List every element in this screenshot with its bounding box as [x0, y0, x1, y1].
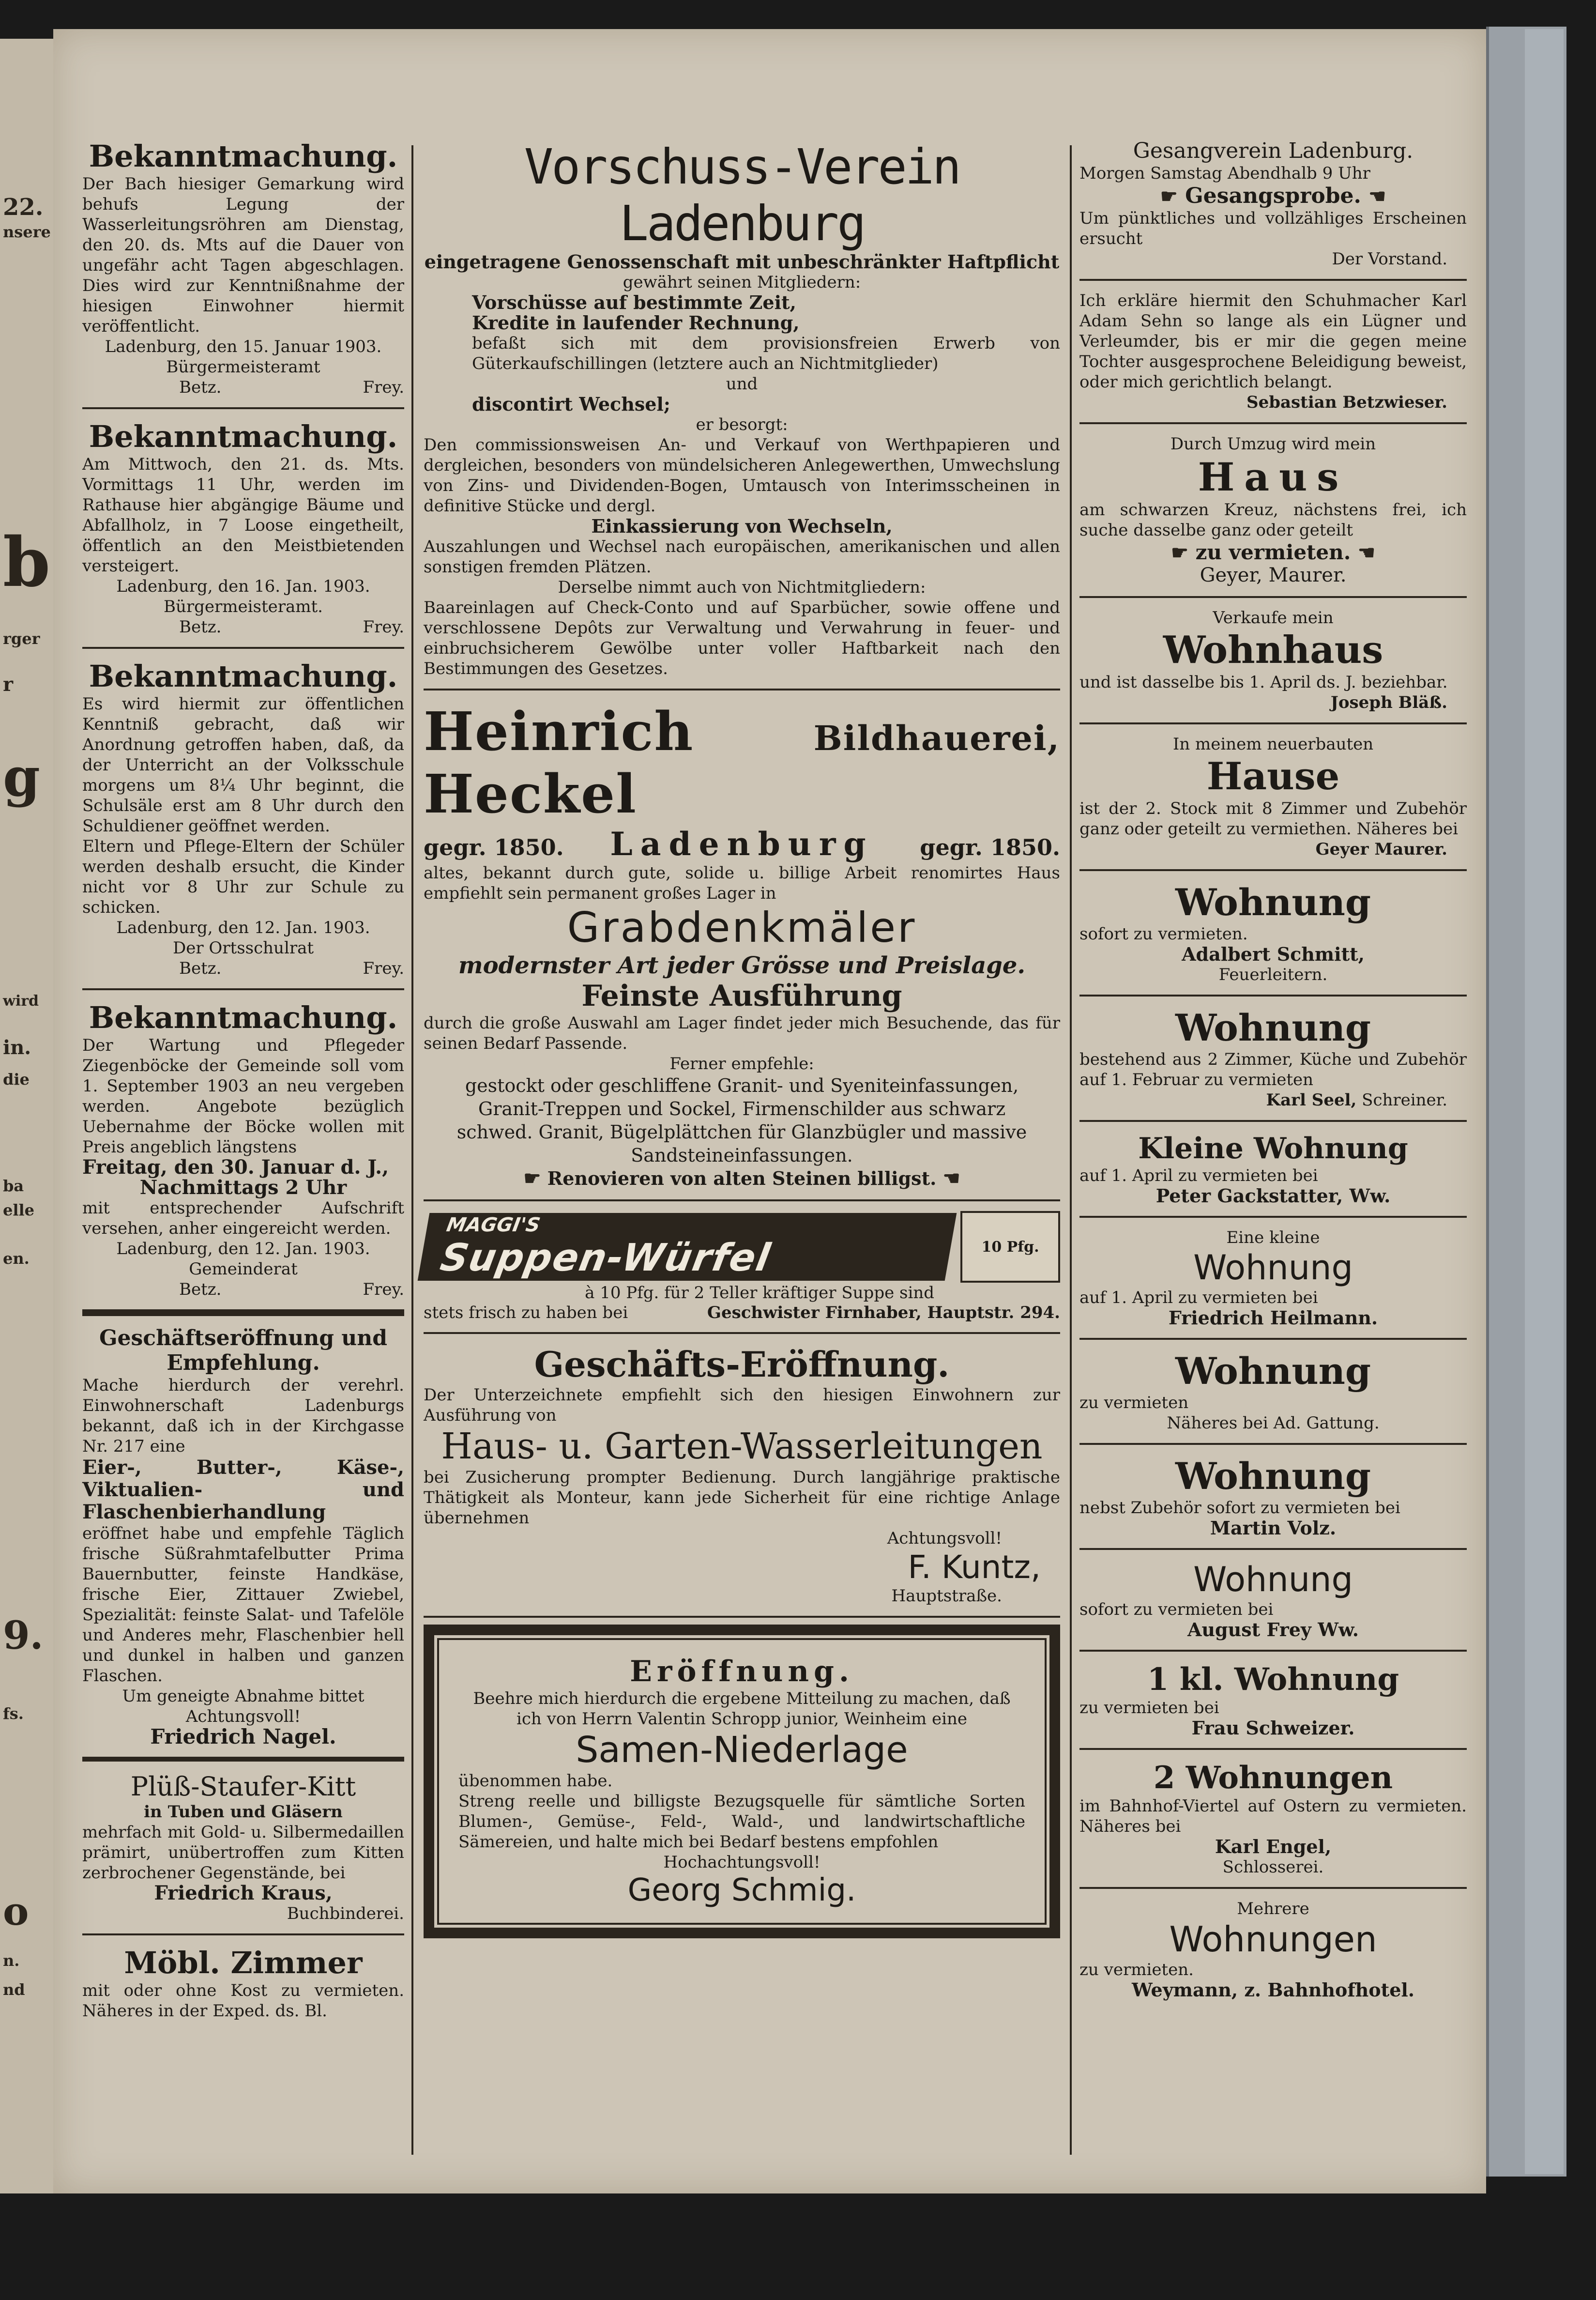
notice-body: Am Mittwoch, den 21. ds. Mts. Vormittags 11 Uhr, werden im Rathause hier abgängige Bäume und Abfallholz, in 7 Loose eingetheilt, öffentlich an den Meistbietenden versteigert. — [82, 455, 404, 576]
ad-name: Georg Schmig. — [627, 1872, 856, 1908]
ad-title: 1 kl. Wohnung — [1147, 1661, 1399, 1698]
ad-title: Wohnung — [1193, 1560, 1353, 1599]
ad-bank — [424, 136, 1060, 682]
ad-role: Schreiner. — [1362, 1090, 1447, 1110]
ad-body: Um pünktliches und vollzähliges Erscheinen ersucht — [1079, 209, 1467, 248]
ad-name: August Frey Ww. — [1187, 1619, 1359, 1641]
ad-when: Morgen Samstag Abendhalb 9 Uhr — [1079, 164, 1370, 183]
notice-body: Es wird hiermit zur öffentlichen Kenntniß gebracht, daß wir Anordnung getroffen haben, daß, da der Unterricht an der Volksschule morgens um 8¼ Uhr beginnt, die Schulsäle erst am 8 Uhr durch den Schuldiener geöffnet werden. — [82, 694, 404, 836]
ad-apartment — [1079, 1225, 1467, 1331]
ad-closing: Um geneigte Abnahme bittet — [122, 1687, 365, 1706]
ad-goods: Eier-, Butter-, Käse-, Viktualien- und Flaschenbierhandlung — [82, 1456, 404, 1523]
notice-signatures — [82, 377, 404, 398]
ad-text: Den commissionsweisen An- und Verkauf von Werthpapieren und dergleichen, besonders von mündelsicheren Anlegewerthen, Umwechslung von Zins- und Dividenden-Bogen, Umtausch von Interimsscheinen in definitive Stücke und dergl. — [424, 435, 1060, 516]
fragment-text: rger — [3, 629, 40, 648]
divider — [1079, 1650, 1467, 1652]
ad-apartment — [1079, 1658, 1467, 1741]
ad-title-row — [424, 700, 1060, 825]
signature: Betz. — [179, 959, 222, 978]
divider — [1079, 1120, 1467, 1122]
city: Ladenburg — [610, 825, 874, 863]
notice-place: Ladenburg, den 12. Jan. 1903. — [116, 1239, 370, 1258]
divider — [1079, 1548, 1467, 1550]
divider — [82, 1933, 404, 1935]
ad-kitt — [82, 1768, 404, 1927]
ad-role: Feuerleitern. — [1218, 965, 1328, 984]
ad-body: Mache hierdurch der verehrl. Einwohnerschaft Ladenburgs bekannt, daß ich in der Kirchgasse Nr. 217 eine — [82, 1376, 404, 1456]
ad-text: übenommen habe. — [458, 1771, 613, 1791]
ad-text: discontirt Wechsel; — [472, 393, 670, 415]
maggi-row — [424, 1211, 1060, 1283]
divider — [424, 689, 1060, 690]
ad-plumber — [424, 1341, 1060, 1609]
signature: Frey. — [363, 617, 404, 637]
ad-text: er besorgt: — [696, 415, 788, 434]
ad-sculptor — [424, 697, 1060, 1193]
signature: Betz. — [179, 617, 222, 637]
ad-seller-row — [424, 1303, 1060, 1322]
cube-label: 10 Pfg. — [981, 1238, 1039, 1256]
founded: gegr. 1850. — [424, 834, 564, 860]
pointing-hand-icon: ☚ — [1357, 541, 1375, 564]
notice-place: Ladenburg, den 16. Jan. 1903. — [116, 577, 370, 596]
ad-text: Vorschüsse auf bestimmte Zeit, — [472, 291, 796, 313]
ad-apartment — [1079, 1452, 1467, 1541]
fragment-text: fs. — [3, 1704, 24, 1723]
fragment-text: o — [3, 1888, 29, 1934]
ad-title: Geschäftseröffnung und — [99, 1326, 388, 1350]
ad-pre: Durch Umzug wird mein — [1170, 434, 1376, 454]
divider — [82, 988, 404, 990]
ad-name: F. Kuntz, — [908, 1549, 1041, 1586]
ad-body: nebst Zubehör sofort zu vermieten bei — [1079, 1498, 1400, 1518]
ad-name: Peter Gackstatter, Ww. — [1155, 1185, 1391, 1207]
notice-time: Nachmittags 2 Uhr — [139, 1176, 347, 1199]
ad-shop-opening — [82, 1323, 404, 1750]
signature: Betz. — [179, 1280, 222, 1299]
signature: Frey. — [363, 959, 404, 978]
divider — [1079, 422, 1467, 424]
divider — [1079, 1443, 1467, 1445]
ad-apartment — [1079, 1557, 1467, 1643]
ad-title: Bildhauerei, — [813, 718, 1060, 758]
ad-name: Adalbert Schmitt, — [1182, 943, 1365, 965]
ad-title: Empfehlung. — [167, 1350, 320, 1375]
ad-name: Weymann, z. Bahnhofhotel. — [1131, 1979, 1415, 2001]
column-rule — [1070, 145, 1072, 2155]
ad-name: Martin Volz. — [1210, 1517, 1337, 1539]
fragment-text: r — [3, 673, 14, 696]
ad-what — [1079, 184, 1467, 208]
notice-body: Eltern und Pflege-Eltern der Schüler werden deshalb ersucht, die Kinder nicht vor 8 Uhr zur Schule zu schicken. — [82, 837, 404, 917]
ad-body: im Bahnhof-Viertel auf Ostern zu vermieten. Näheres bei — [1079, 1796, 1467, 1836]
notice-goats — [82, 997, 404, 1303]
ad-body: ist der 2. Stock mit 8 Zimmer und Zubehör ganz oder geteilt zu vermiethen. Näheres bei — [1079, 799, 1467, 839]
ad-name: Geyer Maurer. — [1315, 840, 1447, 859]
fragment-text: b — [3, 523, 50, 602]
ad-seeds-frame — [424, 1625, 1060, 1938]
ad-title: Geschäfts-Eröffnung. — [534, 1344, 950, 1385]
ad-title: Wohnung — [1175, 1349, 1371, 1393]
ad-room — [82, 1942, 404, 2024]
notice-title: Bekanntmachung. — [89, 138, 398, 174]
ad-pre: Mehrere — [1237, 1899, 1309, 1918]
ad-title: Wohnungen — [1169, 1919, 1377, 1960]
ad-body: auf 1. April zu vermieten bei — [1079, 1288, 1318, 1307]
notice-deadline: Freitag, den 30. Januar d. J., — [82, 1156, 389, 1179]
ad-title: Wohnung — [1175, 881, 1371, 924]
divider — [1079, 279, 1467, 281]
ad-style: modernster Art jeder Grösse und Preislage. — [458, 952, 1026, 979]
notice-place: Ladenburg, den 12. Jan. 1903. — [116, 918, 370, 937]
ad-body: mit oder ohne Kost zu vermieten. Näheres in der Exped. ds. Bl. — [82, 1981, 404, 2021]
fragment-text: 9. — [3, 1612, 44, 1658]
notice-title: Bekanntmachung. — [89, 1000, 398, 1035]
divider — [424, 1199, 1060, 1201]
fragment-text: en. — [3, 1249, 30, 1268]
ad-product: Grabdenkmäler — [567, 904, 917, 952]
previous-page-strip — [0, 39, 55, 2193]
newspaper-page — [53, 29, 1486, 2193]
maggi-brand: MAGGI'S — [444, 1214, 542, 1236]
maggi-product: Suppen-Würfel — [437, 1236, 775, 1280]
book-edge-inner — [1525, 29, 1564, 2174]
ad-finest: Feinste Ausführung — [581, 979, 902, 1013]
ad-body: gestockt oder geschliffene Granit- und Syeniteinfassungen, Granit-Treppen und Sockel, Firmenschilder aus schwarz schwed. Granit, Bügelplättchen für Glanzbügler und massive Sandsteineinfassungen. — [456, 1075, 1027, 1166]
ad-body: Ich erkläre hiermit den Schuhmacher Karl Adam Sehn so lange als ein Lügner und Verleumder, bis er mir die gegen meine Tochter ausgesprochene Beleidigung beweist, oder mich gerichtlich belangt. — [1079, 291, 1467, 392]
ad-name: Friedrich Nagel. — [150, 1725, 336, 1748]
maggi-logo — [418, 1213, 957, 1281]
ad-body: bestehend aus 2 Zimmer, Küche und Zubehör auf 1. Februar zu vermieten — [1079, 1050, 1467, 1089]
column-rule — [411, 145, 413, 2155]
fragment-text: die — [3, 1070, 30, 1089]
ad-pre: Verkaufe mein — [1213, 608, 1334, 628]
pointing-hand-icon: ☛ — [1160, 185, 1178, 208]
ad-apartment — [1079, 1129, 1467, 1209]
ad-text: Ferner empfehle: — [669, 1054, 814, 1073]
pointing-hand-icon: ☛ — [1171, 541, 1189, 564]
ad-role: Buchbinderei. — [287, 1904, 404, 1923]
ad-title: Wohnhaus — [1163, 628, 1383, 672]
ad-subtitle-row — [424, 825, 1060, 863]
ad-declaration — [1079, 288, 1467, 415]
notice-signatures — [82, 958, 404, 979]
ad-name: Frau Schweizer. — [1191, 1717, 1355, 1739]
divider — [82, 1309, 404, 1316]
signature: Frey. — [363, 378, 404, 397]
notice-office: Gemeinderat — [189, 1259, 298, 1279]
ad-renovation — [424, 1167, 1060, 1190]
ad-title: Haus — [1198, 454, 1349, 500]
ad-text: Auszahlungen und Wechsel nach europäischen, amerikanischen und allen sonstigen fremden Plätzen. — [424, 537, 1060, 577]
pointing-hand-icon: ☚ — [942, 1167, 960, 1190]
signature: Betz. — [179, 378, 222, 397]
divider — [1079, 869, 1467, 871]
ad-text: und — [726, 374, 758, 394]
ad-name: Sebastian Betzwieser. — [1246, 393, 1447, 412]
divider — [1079, 1338, 1467, 1340]
fragment-text: elle — [3, 1201, 35, 1219]
notice-bach — [82, 136, 404, 400]
divider — [1079, 596, 1467, 598]
fragment-text: in. — [3, 1036, 31, 1059]
signature: Frey. — [363, 1280, 404, 1299]
ad-name: Friedrich Kraus, — [154, 1882, 333, 1904]
ad-name: Karl Seel, — [1266, 1090, 1357, 1110]
ad-role: Schlosserei. — [1222, 1857, 1324, 1877]
ad-apartment — [1079, 1003, 1467, 1113]
divider — [424, 1616, 1060, 1618]
ad-title: Hause — [1206, 754, 1340, 798]
ad-title: Plüß-Staufer-Kitt — [130, 1771, 356, 1802]
ad-price: à 10 Pfg. für 2 Teller kräftiger Suppe sind — [585, 1283, 934, 1303]
ad-title: Wohnung — [1175, 1455, 1371, 1498]
ad-text: befaßt sich mit dem provisionsfreien Erwerb von Güterkaufschillingen (letztere auch an Nichtmitglieder) — [472, 334, 1060, 373]
notice-body: mit entsprechender Aufschrift versehen, anher eingereicht werden. — [82, 1198, 404, 1238]
ad-name: Karl Engel, — [1215, 1836, 1332, 1857]
ad-text: gewährt seinen Mitgliedern: — [623, 273, 861, 292]
ad-rent — [1079, 540, 1467, 564]
ad-name: Joseph Bläß. — [1330, 693, 1447, 712]
column-middle — [424, 136, 1060, 2300]
ad-apartment — [1079, 1757, 1467, 1880]
ad-body: altes, bekannt durch gute, solide u. billige Arbeit renomirtes Haus empfiehlt sein permanent großes Lager in — [424, 863, 1060, 903]
notice-title: Bekanntmachung. — [89, 419, 398, 454]
notice-signatures — [82, 617, 404, 637]
ad-title: 2 Wohnungen — [1153, 1760, 1393, 1796]
divider — [1079, 1887, 1467, 1889]
ad-address: Hauptstraße. — [891, 1586, 1002, 1606]
fragment-text: ba — [3, 1177, 24, 1195]
fragment-text: nsere — [3, 223, 51, 241]
notice-signatures — [82, 1279, 404, 1300]
divider — [424, 1332, 1060, 1334]
fragment-text: wird — [3, 993, 39, 1010]
ad-house-rent — [1079, 431, 1467, 589]
ad-renovation-text: Renovieren von alten Steinen billigst. — [547, 1167, 937, 1189]
ad-name: Näheres bei Ad. Gattung. — [1167, 1413, 1380, 1433]
ad-respect: Achtungsvoll! — [185, 1707, 301, 1726]
ad-sub: in Tuben und Gläsern — [144, 1802, 343, 1822]
ad-seller: Geschwister Firnhaber, Hauptstr. 294. — [707, 1303, 1060, 1322]
ad-body: mehrfach mit Gold- u. Silbermedaillen prämirt, unübertroffen zum Kitten zerbrochener Gegenstände, bei — [82, 1823, 404, 1883]
column-right — [1079, 136, 1467, 2300]
ad-text: Kredite in laufender Rechnung, — [472, 312, 800, 334]
notice-body: Der Wartung und Pflegeder Ziegenböcke der Gemeinde soll vom 1. September 1903 an neu vergeben werden. Angebote bezüglich Uebernahme der Böcke wollen mit Preis angeblich längstens — [82, 1036, 404, 1157]
divider — [1079, 1216, 1467, 1218]
ad-title: Vorschuss-Verein Ladenburg — [524, 138, 960, 252]
ad-body: auf 1. April zu vermieten bei — [1079, 1166, 1318, 1185]
ad-maggi — [424, 1208, 1060, 1325]
notice-office: Bürgermeisteramt. — [164, 597, 323, 616]
founded: gegr. 1850. — [920, 834, 1060, 860]
ad-house-sale — [1079, 605, 1467, 716]
ad-body: Der Unterzeichnete empfiehlt sich den hiesigen Einwohnern zur Ausführung von — [424, 1385, 1060, 1425]
ad-where: stets frisch zu haben bei — [424, 1303, 628, 1322]
ad-title: Wohnung — [1193, 1248, 1353, 1288]
fragment-text: nd — [3, 1980, 25, 1999]
divider — [1079, 722, 1467, 724]
ad-respect: Achtungsvoll! — [887, 1529, 1002, 1548]
notice-body: Der Bach hiesiger Gemarkung wird behufs Legung der Wasserleitungsröhren am Dienstag, den 20. ds. Mts auf die Dauer von ungefähr acht Tagen abgeschlagen. Dies wird zur Kenntnißnahme der hiesigen Einwohner hiermit veröffentlicht. — [82, 174, 404, 336]
ad-body: eröffnet habe und empfehle Täglich frische Süßrahmtafelbutter Prima Bauernbutter, feinste Handkäse, frische Eier, Zittauer Zwiebel, Spezialität: feinste Salat- und Tafelöle und Anderes mehr, Flaschenbier hell und dunkel in halben und ganzen Flaschen. — [82, 1524, 404, 1686]
ad-respect: Hochachtungsvoll! — [663, 1853, 821, 1872]
ad-body: und ist dasselbe bis 1. April ds. J. beziehbar. — [1079, 673, 1448, 692]
notice-office: Der Ortsschulrat — [172, 938, 314, 958]
notice-school — [82, 656, 404, 981]
ad-pre: Eine kleine — [1226, 1228, 1320, 1247]
ad-sub: eingetragene Genossenschaft mit unbeschränkter Haftpflicht — [424, 251, 1060, 273]
ad-title: Gesangverein Ladenburg. — [1133, 138, 1414, 163]
ad-sig: Der Vorstand. — [1332, 249, 1447, 269]
notice-title: Bekanntmachung. — [89, 659, 398, 694]
fragment-text: 22. — [3, 194, 44, 221]
notice-office: Bürgermeisteramt — [166, 357, 320, 377]
ad-title: Wohnung — [1175, 1006, 1371, 1049]
ad-product: Samen-Niederlage — [576, 1729, 908, 1771]
ad-body: zu vermieten — [1079, 1393, 1189, 1412]
ad-name-row — [1079, 1090, 1467, 1110]
fragment-text: g — [3, 746, 40, 808]
ad-name: Friedrich Heilmann. — [1168, 1307, 1378, 1329]
ad-title: Heinrich Heckel — [424, 700, 694, 825]
ad-body: sofort zu vermieten bei — [1079, 1600, 1274, 1619]
ad-body: am schwarzen Kreuz, nächstens frei, ich suche dasselbe ganz oder geteilt — [1079, 500, 1467, 540]
divider — [82, 1757, 404, 1762]
ad-what-text: Gesangsprobe. — [1185, 184, 1361, 208]
notice-place: Ladenburg, den 15. Januar 1903. — [105, 337, 382, 356]
divider — [82, 407, 404, 409]
divider — [82, 647, 404, 649]
ad-name: Geyer, Maurer. — [1200, 564, 1347, 586]
divider — [1079, 1748, 1467, 1750]
ad-pre: In meinem neuerbauten — [1172, 735, 1374, 754]
ad-title: Kleine Wohnung — [1138, 1132, 1408, 1165]
ad-body: zu vermieten. — [1079, 1960, 1194, 1979]
pointing-hand-icon: ☛ — [523, 1167, 541, 1190]
ad-rent-text: zu vermieten. — [1195, 540, 1351, 564]
ad-apartment — [1079, 878, 1467, 988]
pointing-hand-icon: ☚ — [1368, 185, 1386, 208]
ad-title: Eröffnung. — [630, 1655, 854, 1688]
column-left — [82, 136, 404, 2300]
ad-text: Einkassierung von Wechseln, — [591, 515, 893, 537]
ad-body: Streng reelle und billigste Bezugsquelle für sämtliche Sorten Blumen-, Gemüse-, Feld-, Wald-, und landwirtschaftliche Sämereien, und halte mich bei Bedarf bestens empfohlen — [458, 1792, 1025, 1852]
ad-text: Baareinlagen auf Check-Conto und auf Sparbücher, sowie offene und verschlossene Depôts zur Verwaltung und Verwahrung in feuer- und einbruchsicherem Gewölbe unter voller Haftbarkeit nach den Bestimmungen des Gesetzes. — [424, 598, 1060, 678]
ad-title: Möbl. Zimmer — [124, 1945, 363, 1980]
ad-new-house — [1079, 731, 1467, 862]
fragment-text: n. — [3, 1951, 20, 1970]
ad-body: sofort zu vermieten. — [1079, 924, 1248, 944]
ad-text: Derselbe nimmt auch von Nichtmitgliedern: — [558, 578, 926, 597]
bouillon-cube-icon — [960, 1211, 1060, 1283]
ad-body: durch die große Auswahl am Lager findet jeder mich Besuchende, das für seinen Bedarf Passende. — [424, 1013, 1060, 1053]
ad-body: bei Zusicherung prompter Bedienung. Durch langjährige praktische Thätigkeit als Monteur, kann jede Sicherheit für eine richtige Anlage übernehmen — [424, 1468, 1060, 1528]
ad-body: Beehre mich hierdurch die ergebene Mitteilung zu machen, daß ich von Herrn Valentin Schropp junior, Weinheim eine — [473, 1689, 1011, 1729]
ad-body: zu vermieten bei — [1079, 1698, 1219, 1717]
ad-service: Haus- u. Garten-Wasserleitungen — [441, 1426, 1043, 1467]
ad-apartment — [1079, 1347, 1467, 1436]
notice-auction — [82, 416, 404, 640]
divider — [1079, 995, 1467, 997]
ad-apartment — [1079, 1896, 1467, 2003]
ad-choir — [1079, 136, 1467, 272]
